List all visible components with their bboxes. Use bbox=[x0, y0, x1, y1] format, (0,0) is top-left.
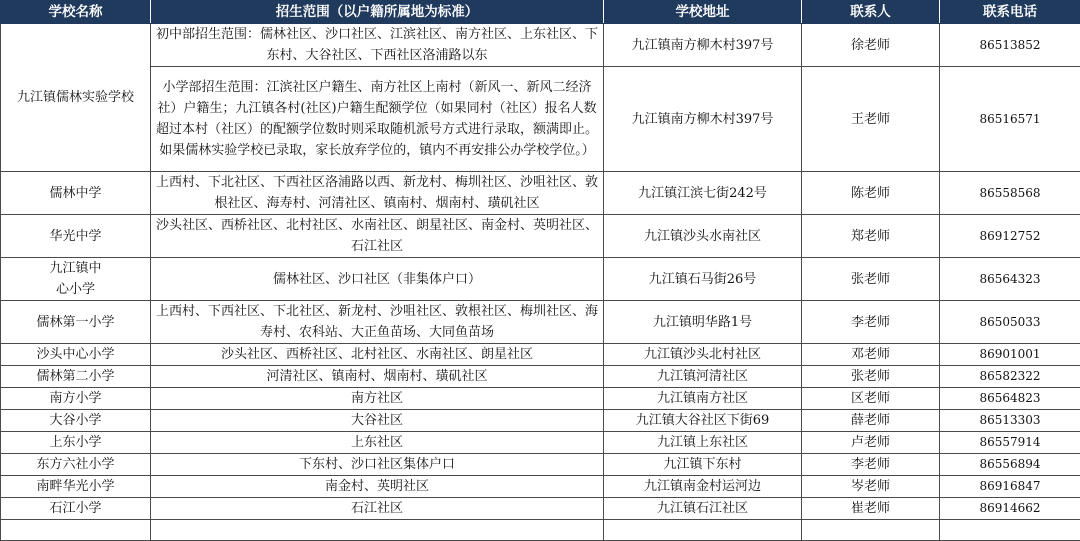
school-address-cell: 九江镇南金村运河边 bbox=[604, 476, 802, 498]
enrollment-range-cell: 儒林社区、沙口社区（非集体户口） bbox=[151, 258, 604, 301]
enrollment-range-cell: 沙头社区、西桥社区、北村社区、水南社区、朗星社区 bbox=[151, 344, 604, 366]
table-row bbox=[1, 67, 1080, 172]
school-address-cell: 九江镇上东社区 bbox=[604, 432, 802, 454]
contact-person-cell: 区老师 bbox=[802, 388, 940, 410]
school-name-cell bbox=[1, 520, 151, 541]
school-address-cell: 九江镇江滨七街242号 bbox=[604, 172, 802, 215]
school-name-cell: 儒林第一小学 bbox=[1, 301, 151, 344]
table-row bbox=[1, 215, 1080, 258]
table-row bbox=[1, 258, 1080, 301]
contact-person-cell: 陈老师 bbox=[802, 172, 940, 215]
contact-person-cell: 李老师 bbox=[802, 454, 940, 476]
school-name-line: 九江镇中 bbox=[4, 258, 147, 279]
table-row bbox=[1, 301, 1080, 344]
header-contact-person: 联系人 bbox=[802, 1, 940, 24]
contact-person-cell: 李老师 bbox=[802, 301, 940, 344]
header-school-address: 学校地址 bbox=[604, 1, 802, 24]
table-row bbox=[1, 344, 1080, 366]
school-name-cell bbox=[1, 258, 151, 301]
school-address-cell: 九江镇石马街26号 bbox=[604, 258, 802, 301]
school-address-cell: 九江镇河清社区 bbox=[604, 366, 802, 388]
school-address-cell: 九江镇下东村 bbox=[604, 454, 802, 476]
contact-phone-cell: 86513852 bbox=[940, 24, 1080, 67]
contact-phone-cell: 86916847 bbox=[940, 476, 1080, 498]
school-address-cell: 九江镇沙头北村社区 bbox=[604, 344, 802, 366]
contact-phone-cell: 86914662 bbox=[940, 498, 1080, 520]
table-row bbox=[1, 432, 1080, 454]
school-address-cell bbox=[604, 520, 802, 541]
contact-phone-cell bbox=[940, 520, 1080, 541]
contact-phone-cell: 86513303 bbox=[940, 410, 1080, 432]
school-name-cell: 东方六社小学 bbox=[1, 454, 151, 476]
enrollment-range-cell: 南方社区 bbox=[151, 388, 604, 410]
contact-phone-cell: 86516571 bbox=[940, 67, 1080, 172]
table-row bbox=[1, 520, 1080, 541]
header-school-name: 学校名称 bbox=[1, 1, 151, 24]
contact-phone-cell: 86505033 bbox=[940, 301, 1080, 344]
table-row bbox=[1, 410, 1080, 432]
school-address-cell: 九江镇南方柳木村397号 bbox=[604, 24, 802, 67]
contact-person-cell: 崔老师 bbox=[802, 498, 940, 520]
table-row bbox=[1, 24, 1080, 67]
contact-person-cell: 邓老师 bbox=[802, 344, 940, 366]
school-name-cell: 石江小学 bbox=[1, 498, 151, 520]
enrollment-range-cell: 初中部招生范围：儒林社区、沙口社区、江滨社区、南方社区、上东社区、下东村、大谷社区、下西社区洛浦路以东 bbox=[151, 24, 604, 67]
header-enrollment-range: 招生范围（以户籍所属地为标准） bbox=[151, 1, 604, 24]
contact-person-cell: 张老师 bbox=[802, 258, 940, 301]
contact-person-cell: 徐老师 bbox=[802, 24, 940, 67]
table-row bbox=[1, 172, 1080, 215]
enrollment-range-cell bbox=[151, 520, 604, 541]
table-row bbox=[1, 388, 1080, 410]
enrollment-range-cell: 沙头社区、西桥社区、北村社区、水南社区、朗星社区、南金村、英明社区、石江社区 bbox=[151, 215, 604, 258]
school-address-cell: 九江镇石江社区 bbox=[604, 498, 802, 520]
contact-phone-cell: 86582322 bbox=[940, 366, 1080, 388]
school-name-cell: 大谷小学 bbox=[1, 410, 151, 432]
enrollment-range-cell: 上西村、下北社区、下西社区洛浦路以西、新龙村、梅圳社区、沙咀社区、敦根社区、海寿村、河清社区、镇南村、烟南村、璜矶社区 bbox=[151, 172, 604, 215]
school-name-cell: 儒林第二小学 bbox=[1, 366, 151, 388]
table-row bbox=[1, 366, 1080, 388]
contact-phone-cell: 86912752 bbox=[940, 215, 1080, 258]
contact-person-cell: 郑老师 bbox=[802, 215, 940, 258]
school-name-cell: 九江镇儒林实验学校 bbox=[1, 24, 151, 172]
enrollment-range-cell: 石江社区 bbox=[151, 498, 604, 520]
contact-person-cell: 岑老师 bbox=[802, 476, 940, 498]
school-name-cell: 南畔华光小学 bbox=[1, 476, 151, 498]
table-row bbox=[1, 498, 1080, 520]
contact-phone-cell: 86558568 bbox=[940, 172, 1080, 215]
table-row bbox=[1, 454, 1080, 476]
school-name-cell: 沙头中心小学 bbox=[1, 344, 151, 366]
school-address-cell: 九江镇南方柳木村397号 bbox=[604, 67, 802, 172]
contact-person-cell bbox=[802, 520, 940, 541]
school-name-cell: 华光中学 bbox=[1, 215, 151, 258]
school-name-cell: 南方小学 bbox=[1, 388, 151, 410]
school-address-cell: 九江镇沙头水南社区 bbox=[604, 215, 802, 258]
contact-phone-cell: 86557914 bbox=[940, 432, 1080, 454]
enrollment-range-cell: 南金村、英明社区 bbox=[151, 476, 604, 498]
contact-phone-cell: 86901001 bbox=[940, 344, 1080, 366]
header-row bbox=[1, 1, 1080, 24]
school-address-cell: 九江镇南方社区 bbox=[604, 388, 802, 410]
school-name-line: 心小学 bbox=[4, 279, 147, 300]
school-address-cell: 九江镇明华路1号 bbox=[604, 301, 802, 344]
enrollment-range-cell: 下东村、沙口社区集体户口 bbox=[151, 454, 604, 476]
enrollment-range-cell: 上西村、下西社区、下北社区、新龙村、沙咀社区、敦根社区、梅圳社区、海寿村、农科站、大正鱼苗场、大同鱼苗场 bbox=[151, 301, 604, 344]
contact-person-cell: 王老师 bbox=[802, 67, 940, 172]
header-contact-phone: 联系电话 bbox=[940, 1, 1080, 24]
enrollment-range-cell: 大谷社区 bbox=[151, 410, 604, 432]
table-row bbox=[1, 476, 1080, 498]
contact-phone-cell: 86556894 bbox=[940, 454, 1080, 476]
school-name-cell: 儒林中学 bbox=[1, 172, 151, 215]
contact-person-cell: 卢老师 bbox=[802, 432, 940, 454]
contact-person-cell: 薛老师 bbox=[802, 410, 940, 432]
enrollment-range-cell: 河清社区、镇南村、烟南村、璜矶社区 bbox=[151, 366, 604, 388]
enrollment-range-cell: 上东社区 bbox=[151, 432, 604, 454]
contact-person-cell: 张老师 bbox=[802, 366, 940, 388]
contact-phone-cell: 86564823 bbox=[940, 388, 1080, 410]
contact-phone-cell: 86564323 bbox=[940, 258, 1080, 301]
school-address-cell: 九江镇大谷社区下街69 bbox=[604, 410, 802, 432]
enrollment-range-cell: 小学部招生范围：江滨社区户籍生、南方社区上南村（新风一、新风二经济社）户籍生；九江镇各村(社区)户籍生配额学位（如果同村（社区）报名人数超过本村（社区）的配额学位数时则采取随机派号方式进行录取，额满即止。如果儒林实验学校已录取，家长放弃学位的，镇内不再安排公办学校学位。） bbox=[151, 67, 604, 172]
school-name-cell: 上东小学 bbox=[1, 432, 151, 454]
